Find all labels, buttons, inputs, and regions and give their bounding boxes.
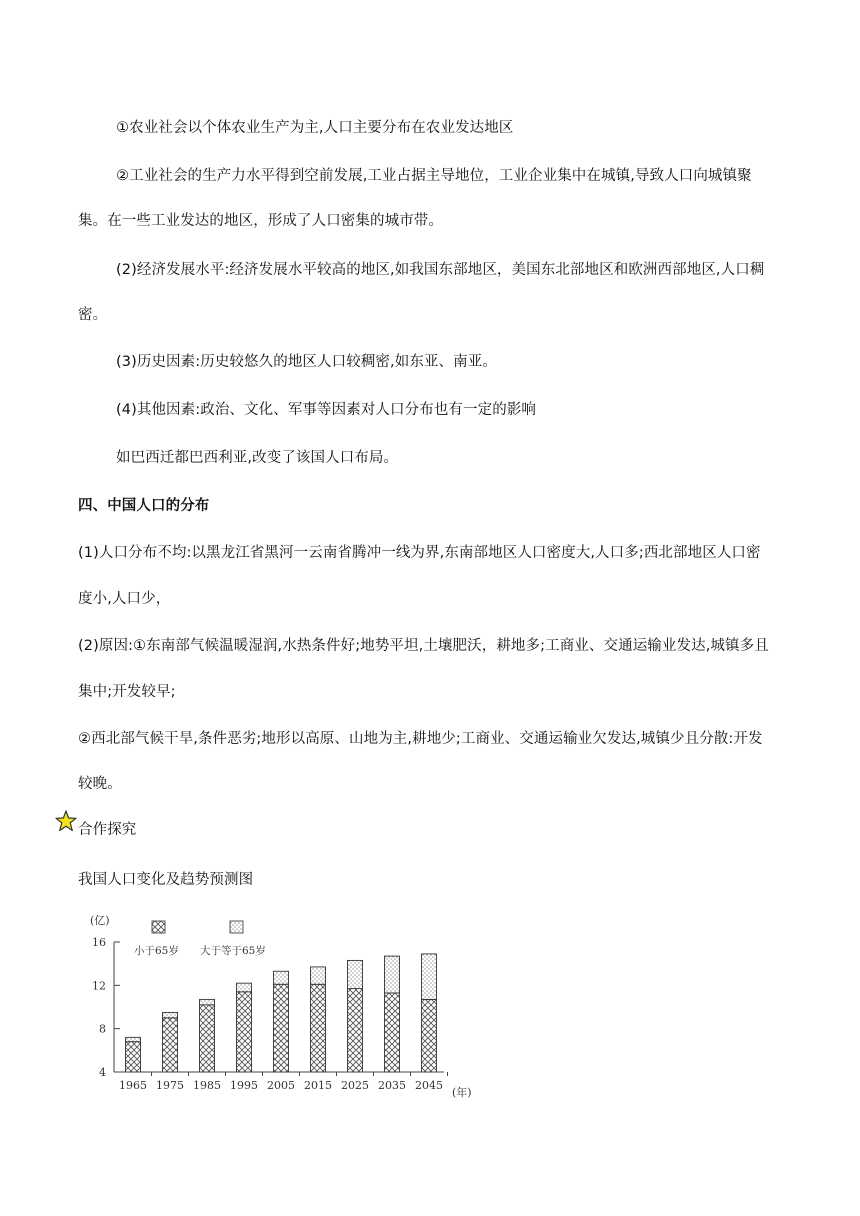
paragraph-agricultural-society: ①农业社会以个体农业生产为主,人口主要分布在农业发达地区 bbox=[116, 120, 514, 136]
x-tick-label: 1965 bbox=[119, 1079, 147, 1092]
paragraph-reasons-southeast-line2: 集中;开发较早; bbox=[78, 684, 176, 700]
y-tick-label: 8 bbox=[99, 1022, 106, 1036]
bar-under65 bbox=[237, 992, 252, 1072]
paragraph-brazil-example: 如巴西迁都巴西利亚,改变了该国人口布局。 bbox=[116, 450, 399, 466]
bar-under65 bbox=[348, 989, 363, 1072]
paragraph-economic-level-line2: 密。 bbox=[78, 307, 108, 323]
chart-legend bbox=[134, 921, 266, 957]
paragraph-uneven-distribution-line1: (1)人口分布不均:以黑龙江省黑河一云南省腾冲一线为界,东南部地区人口密度大,人口多;西北部地区人口密 bbox=[78, 545, 761, 561]
bar-65plus bbox=[274, 971, 289, 984]
paragraph-reasons-southeast-line1: (2)原因:①东南部气候温暖湿润,水热条件好;地势平坦,土壤肥沃，耕地多;工商业、交通运输业发达,城镇多且 bbox=[78, 638, 769, 654]
paragraph-economic-level-line1: (2)经济发展水平:经济发展水平较高的地区,如我国东部地区，美国东北部地区和欧洲西部地区,人口稠 bbox=[116, 262, 765, 278]
chart-bars bbox=[126, 954, 437, 1072]
x-tick-label: 2035 bbox=[378, 1079, 406, 1092]
population-chart bbox=[86, 906, 486, 1102]
paragraph-reasons-northwest-line2: 较晚。 bbox=[78, 776, 122, 792]
x-tick-label: 2025 bbox=[341, 1079, 369, 1092]
paragraph-other-factors: (4)其他因素:政治、文化、军事等因素对人口分布也有一定的影响 bbox=[116, 402, 537, 418]
bar-65plus bbox=[237, 983, 252, 992]
star-icon bbox=[55, 810, 77, 832]
y-tick-label: 16 bbox=[92, 936, 106, 949]
bar-65plus bbox=[126, 1037, 141, 1041]
bar-under65 bbox=[200, 1005, 215, 1072]
bar-under65 bbox=[163, 1018, 178, 1072]
cooperation-label: 合作探究 bbox=[78, 822, 137, 838]
star-shape bbox=[56, 811, 76, 831]
paragraph-reasons-northwest-line1: ②西北部气候干旱,条件恶劣;地形以高原、山地为主,耕地少;工商业、交通运输业欠发达,城镇少且分散:开发 bbox=[78, 731, 763, 747]
legend-label-65plus: 大于等于65岁 bbox=[200, 945, 266, 957]
bar-65plus bbox=[348, 960, 363, 988]
paragraph-historical-factor: (3)历史因素:历史较悠久的地区人口较稠密,如东亚、南亚。 bbox=[116, 354, 497, 370]
y-tick-label: 4 bbox=[99, 1066, 106, 1079]
x-tick-label: 1985 bbox=[193, 1079, 221, 1092]
bar-65plus bbox=[163, 1012, 178, 1017]
bar-under65 bbox=[126, 1042, 141, 1072]
x-tick-label: 1975 bbox=[156, 1079, 184, 1092]
paragraph-uneven-distribution-line2: 度小,人口少， bbox=[78, 591, 171, 607]
y-unit-label: (亿) bbox=[90, 914, 110, 927]
section-heading-china-population: 四、中国人口的分布 bbox=[78, 498, 210, 514]
y-tick-label: 12 bbox=[92, 979, 106, 993]
chart-caption: 我国人口变化及趋势预测图 bbox=[78, 872, 254, 888]
bar-65plus bbox=[385, 956, 400, 993]
x-tick-label: 2015 bbox=[304, 1079, 332, 1092]
bar-under65 bbox=[385, 993, 400, 1072]
bar-under65 bbox=[422, 999, 437, 1072]
x-tick-label: 1995 bbox=[230, 1079, 258, 1092]
legend-swatch-65plus bbox=[230, 921, 243, 933]
x-unit-label: (年) bbox=[452, 1086, 472, 1099]
legend-swatch-under65 bbox=[152, 921, 165, 933]
bar-under65 bbox=[311, 984, 326, 1072]
x-tick-label: 2005 bbox=[267, 1079, 295, 1092]
bar-65plus bbox=[311, 967, 326, 984]
bar-under65 bbox=[274, 984, 289, 1072]
bar-65plus bbox=[200, 999, 215, 1004]
x-tick-label: 2045 bbox=[415, 1079, 443, 1092]
legend-label-under65: 小于65岁 bbox=[134, 945, 179, 957]
paragraph-industrial-society-line2: 集。在一些工业发达的地区，形成了人口密集的城市带。 bbox=[78, 213, 443, 229]
paragraph-industrial-society-line1: ②工业社会的生产力水平得到空前发展,工业占据主导地位，工业企业集中在城镇,导致人口向城镇聚 bbox=[116, 168, 752, 184]
bar-65plus bbox=[422, 954, 437, 1000]
